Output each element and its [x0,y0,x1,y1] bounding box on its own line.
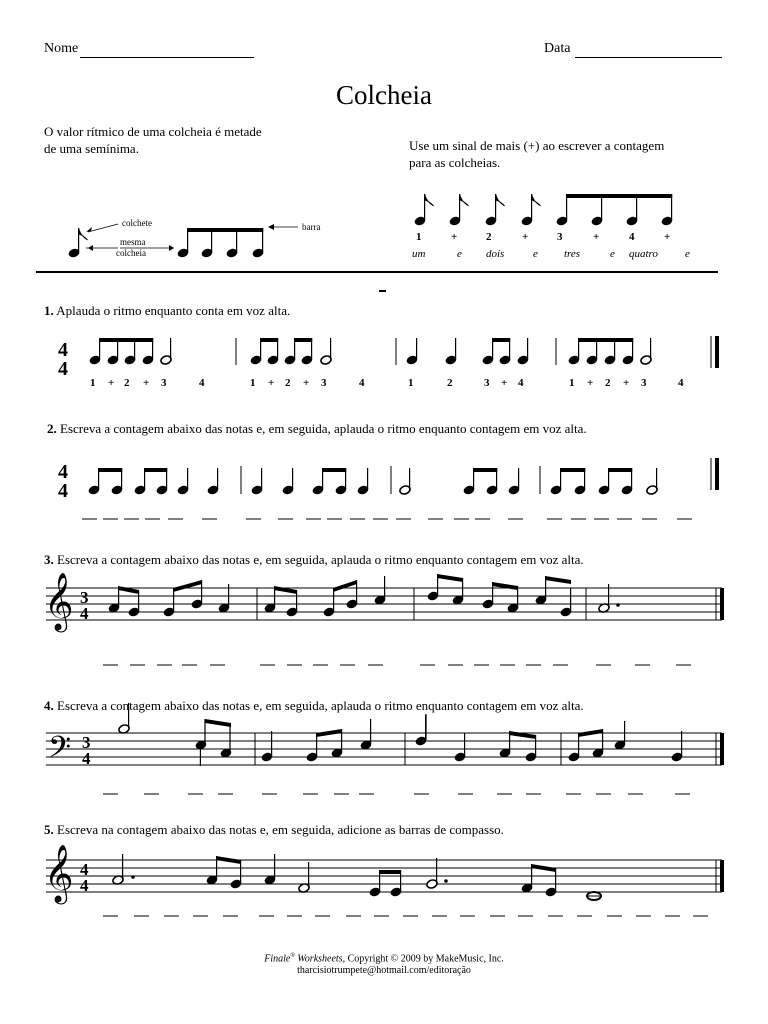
ex1-m1-c1: 1 [90,377,96,389]
time-sig-top: 4 [80,860,89,879]
exercise-2-text: Escreva a contagem abaixo das notas e, em seguida, aplauda o ritmo enquanto contagem em voz alta. [60,421,587,436]
time-sig-top: 4 [58,339,68,361]
dot [444,879,448,883]
ex1-m3-c1: 1 [408,377,414,389]
ex1-m3-c2: 2 [447,377,453,389]
time-sig-bottom: 4 [58,358,68,380]
beam [118,586,139,594]
intro-right-line1: Use um sinal de mais (+) ao escrever a contagem [409,138,665,153]
ex1-m4-c1: 1 [569,377,575,389]
intro-right-line2: para as colcheias. [409,155,501,170]
treble-clef: 𝄞 [44,573,74,629]
intro-left-line2: de uma semínima. [44,141,139,156]
bass-clef: 𝄢 [48,731,72,771]
ex1-m1-c2: + [108,377,115,389]
beam [492,338,510,342]
page-title: Colcheia [336,80,432,110]
example-syll-5: tres [564,248,581,260]
date-label: Data [544,41,571,56]
name-label: Nome [44,41,79,56]
beam [531,864,556,872]
beam [578,338,633,342]
ex1-m2-c1: 1 [250,377,256,389]
ex1-m2-c4: + [303,377,310,389]
time-sig-top: 3 [82,733,91,752]
ex1-m3-c4: + [501,377,508,389]
example-count-8: + [664,231,671,243]
label-same: mesma [120,237,146,247]
beam [379,870,401,874]
footer-reg: ® [290,953,295,959]
label-flag: colchete [122,218,152,228]
beam [98,468,122,472]
arrowhead [88,245,93,251]
label-eighth: colcheia [116,248,146,258]
time-sig-top: 4 [58,461,68,483]
example-syll-1: um [412,248,426,260]
ex1-m3-c3: 3 [484,377,490,389]
example-count-2: + [451,231,458,243]
beam [173,580,202,592]
label-beam: barra [302,222,321,232]
beam [322,468,346,472]
exercise-2-number: 2. [47,421,57,436]
dot [131,875,135,879]
time-sig-bottom: 4 [80,876,89,895]
beam [294,338,312,342]
beam [509,731,536,739]
example-syll-6: e [610,248,615,260]
ex1-m3-c5: 4 [518,377,524,389]
time-sig-bottom: 4 [58,480,68,502]
footer [0,950,768,977]
flag [425,194,434,206]
beam [205,719,231,727]
flag [79,228,88,240]
ex1-m4-c4: + [623,377,630,389]
beam [578,729,603,737]
exercise-4-number: 4. [44,698,54,713]
beam [437,574,463,582]
beam [99,338,153,342]
exercise-1-number: 1. [44,303,54,318]
beam [316,729,342,737]
beam [566,194,672,198]
dot [616,603,620,607]
exercise-5-text: Escreva na contagem abaixo das notas e, em seguida, adicione as barras de compasso. [57,822,504,837]
exercise-1-text: Aplauda o ritmo enquanto conta em voz alta. [56,303,291,318]
example-count-4: + [522,231,529,243]
flag [496,194,505,206]
ex1-m4-c2: + [587,377,594,389]
intro-left-line1: O valor rítmico de uma colcheia é metade [44,124,262,139]
time-sig-bottom: 4 [80,604,89,623]
beam [216,856,241,864]
ex1-m2-c3: 2 [285,377,291,389]
beam [260,338,278,342]
beam [545,576,571,584]
ex1-m4-c6: 4 [678,377,684,389]
ex1-m2-c2: + [268,377,275,389]
example-syll-2: e [457,248,462,260]
time-sig-bottom: 4 [82,749,91,768]
example-count-7: 4 [629,231,635,243]
ex1-m2-c6: 4 [359,377,365,389]
exercise-4-text: Escreva a contagem abaixo das notas e, em seguida, aplauda o ritmo enquanto contagem em voz alta. [57,698,584,713]
ex1-m1-c3: 2 [124,377,130,389]
example-syll-8: e [685,248,690,260]
flag [532,194,541,206]
example-syll-4: e [533,248,538,260]
ex1-m2-c5: 3 [321,377,327,389]
example-syll-7: quatro [629,248,658,260]
example-count-5: 3 [557,231,563,243]
ex1-m1-c5: 3 [161,377,167,389]
ex1-m4-c5: 3 [641,377,647,389]
beam [274,586,297,594]
beam [608,468,632,472]
footer-copyright [0,950,768,965]
arrowhead [268,224,274,230]
beam [187,228,263,232]
exercise-3-text: Escreva a contagem abaixo das notas e, em seguida, aplauda o ritmo enquanto contagem em voz alta. [57,552,584,567]
exercise-5-number: 5. [44,822,54,837]
flag [460,194,469,206]
footer-rest: , Copyright © 2009 by MakeMusic, Inc. [342,953,504,965]
example-count-3: 2 [486,231,492,243]
ex1-m1-c6: 4 [199,377,205,389]
beam [492,582,518,590]
example-count-1: 1 [416,231,422,243]
time-sig-top: 3 [80,588,89,607]
footer-finale: Finale [264,953,291,965]
example-count-6: + [593,231,600,243]
beam [473,468,497,472]
ex1-m4-c3: 2 [605,377,611,389]
exercise-3-number: 3. [44,552,54,567]
treble-clef: 𝄞 [44,845,74,901]
footer-email: tharcisiotrumpete@hotmail.com/editoração [297,965,471,977]
footer-worksheets: Worksheets [294,953,343,965]
beam [560,468,585,472]
beam [144,468,167,472]
ex1-m1-c4: + [143,377,150,389]
arrow-flag [88,224,118,232]
beam [333,580,357,592]
example-syll-3: dois [486,248,505,260]
